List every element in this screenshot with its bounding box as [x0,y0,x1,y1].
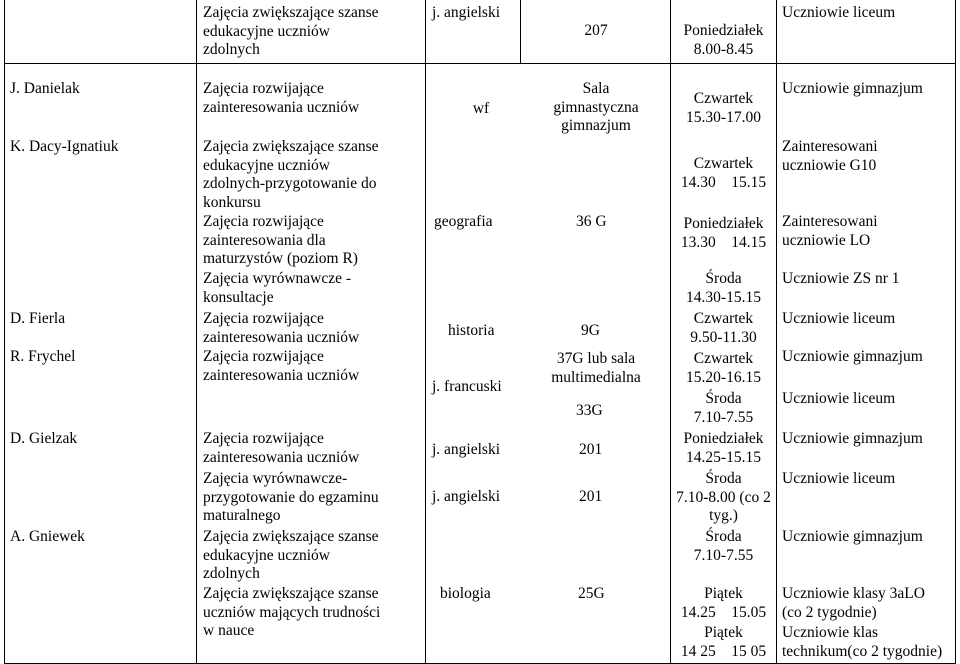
column-divider [776,0,777,664]
room-text: 9G [581,322,600,339]
participants-text: Uczniowie liceum [782,390,896,407]
teacher-name: D. Fierla [10,310,66,327]
activity-text: Zajęcia wyrównawcze- przygotowanie do egzaminu maturalnego [203,470,379,524]
time-text: Czwartek 15.30-17.00 [686,90,761,126]
participants-text: Uczniowie liceum [782,470,896,487]
activity-text: Zajęcia zwiększające szanse edukacyjne uczniów zdolnych [203,4,379,58]
participants-text: Uczniowie liceum [782,310,896,327]
time-text: Środa 14.30-15.15 [686,270,761,306]
activity-text: Zajęcia rozwijające zainteresowania uczniów [203,80,360,116]
subject-text: geografia [434,213,493,230]
activity-text: Zajęcia rozwijające zainteresowania uczniów [203,348,360,384]
room-text: 33G [576,402,603,419]
subject-text: biologia [440,585,491,602]
activity-text: Zajęcia zwiększające szanse uczniów mających trudności w nauce [203,585,381,639]
room-text: 207 [584,22,608,39]
time-text: Czwartek 14.30 15.15 [680,155,767,191]
teacher-name: D. Gielzak [10,430,78,447]
participants-text: Uczniowie gimnazjum [782,430,923,447]
activity-text: Zajęcia rozwijające zainteresowania uczniów [203,430,360,466]
room-text: Sala gimnastyczna gimnazjum [553,80,639,134]
participants-text: Uczniowie ZS nr 1 [782,270,900,287]
participants-text: Uczniowie liceum [782,4,896,21]
room-text: 36 G [576,213,607,230]
subject-text: j. angielski [432,441,501,458]
time-text: Poniedziałek 13.30 14.15 [680,215,767,251]
participants-text: Uczniowie gimnazjum [782,80,923,97]
activity-text: Zajęcia zwiększające szanse edukacyjne uczniów zdolnych-przygotowanie do konkursu [203,138,379,211]
activity-text: Zajęcia rozwijające zainteresowania dla maturzystów (poziom R) [203,213,358,267]
time-text: Środa 7.10-8.00 (co 2 tyg.) [676,470,771,524]
time-text: Środa 7.10-7.55 [693,528,754,564]
time-text: Poniedziałek 8.00-8.45 [683,22,764,58]
row-divider [4,63,956,64]
column-divider [196,0,197,664]
teacher-name: R. Frychel [10,348,76,365]
time-text: Czwartek 15.20-16.15 [686,350,761,386]
activity-text: Zajęcia zwiększające szanse edukacyjne uczniów zdolnych [203,528,379,582]
subject-text: wf [472,100,490,117]
subject-text: j. francuski [432,378,502,395]
participants-text: Zainteresowani uczniowie LO [782,213,878,249]
teacher-name: A. Gniewek [10,528,85,545]
participants-text: Uczniowie gimnazjum [782,348,923,365]
time-text: Piątek 14 25 15 05 [680,624,767,660]
teacher-name: J. Danielak [10,80,80,97]
room-text: 37G lub sala multimedialna [551,350,641,386]
time-text: Czwartek 9.50-11.30 [690,310,757,346]
room-text: 201 [579,441,603,458]
subject-text: j. angielski [432,488,501,505]
participants-text: Uczniowie klasy 3aLO (co 2 tygodnie) [782,585,925,621]
room-text: 25G [578,585,605,602]
subject-text: historia [448,322,495,339]
activity-text: Zajęcia wyrównawcze - konsultacje [203,270,352,306]
table-border-right [955,0,956,664]
time-text: Środa 7.10-7.55 [693,390,754,426]
activity-text: Zajęcia rozwijające zainteresowania uczniów [203,310,360,346]
subject-text: j. angielski [432,4,501,21]
participants-text: Uczniowie gimnazjum [782,528,923,545]
table-border-left [4,0,5,664]
time-text: Poniedziałek 14.25-15.15 [683,430,764,466]
participants-text: Zainteresowani uczniowie G10 [782,138,878,174]
room-text: 201 [579,488,603,505]
participants-text: Uczniowie klas technikum(co 2 tygodnie) [782,624,943,660]
time-text: Piątek 14.25 15.05 [680,585,767,621]
teacher-name: K. Dacy-Ignatiuk [10,138,119,155]
